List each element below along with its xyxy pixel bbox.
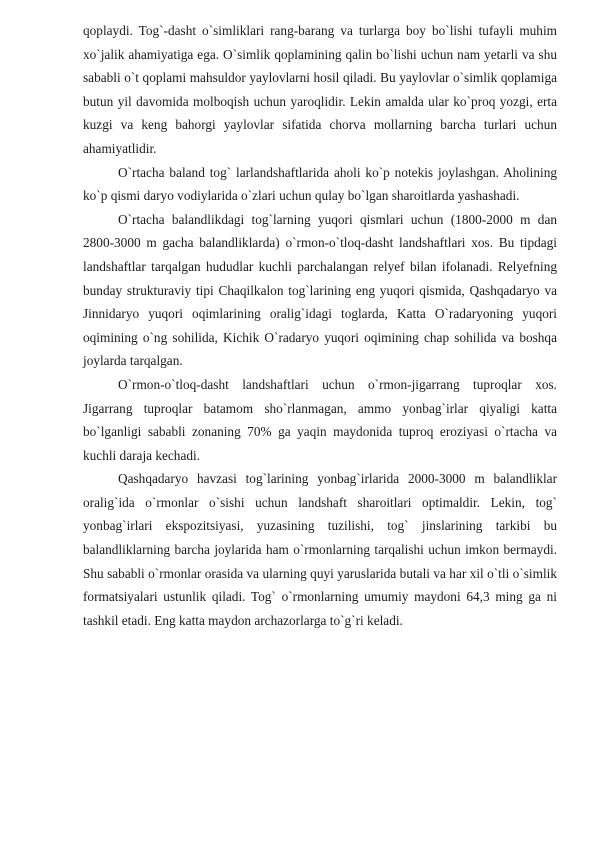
paragraph-2: O`rtacha baland tog` larlandshaftlarida aholi ko`p notekis joylashgan. Aholining ko`p qismi daryo vodiylarida o`zlari uchun qulay bo`lgan sharoitlarda yashashadi. [83, 164, 557, 204]
paragraph-4: O`rmon-o`tloq-dasht landshaftlari uchun o`rmon-jigarrang tuproqlar xos. Jigarrang tuproqlar batamom sho`rlanmagan, ammo yonbag`irlar qiyaligi katta bo`lganligi sababli zonaning 70% ga yaqin maydonida tuproq eroziyasi o`rtacha va kuchli daraja kechadi. [83, 376, 557, 463]
document-body [83, 19, 557, 632]
paragraph-3: O`rtacha balandlikdagi tog`larning yuqori qismlari uchun (1800-2000 m dan 2800-3000 m gacha balandliklarda) o`rmon-o`tloq-dasht landshaftlari xos. Bu tipdagi landshaftlar tarqalgan hududlar kuchli parchalangan relyef bilan ifolanadi. Relyefning bunday strukturaviy tipi Chaqilkalon tog`larining eng yuqori qismida, Qashqadaryo va Jinnidaryo yuqori oqimlarining oralig`idagi toglarda, Katta O`radaryoning yuqori oqimining o`ng sohilida, Kichik O`radaryo yuqori oqimining chap sohilida va boshqa joylarda tarqalgan. [83, 211, 557, 369]
paragraph-1: qoplaydi. Tog`-dasht o`simliklari rang-barang va turlarga boy bo`lishi tufayli muhim xo`jalik ahamiyatiga ega. O`simlik qoplamining qalin bo`lishi uchun nam yetarli va shu sababli o`t qoplami mahsuldor yaylovlarni hosil qiladi. Bu yaylovlar o`simlik qoplamiga butun yil davomida molboqish uchun yaroqlidir. Lekin amalda ular ko`proq yozgi, erta kuzgi va keng bahorgi yaylovlar sifatida chorva mollarning barcha turlari uchun ahamiyatlidir. [83, 23, 557, 156]
paragraph-5: Qashqadaryo havzasi tog`larining yonbag`irlarida 2000-3000 m balandliklar oralig`ida o`rmonlar o`sishi uchun landshaft sharoitlari optimaldir. Lekin, tog` yonbag`irlari ekspozitsiyasi, yuzasining tuzilishi, tog` jinslarining tarkibi bu balandliklarning barcha joylarida ham o`rmonlarning tarqalishi uchun imkon bermaydi. Shu sababli o`rmonlar orasida va ularning quyi yaruslarida butali va har xil o`tli o`simlik formatsiyalari ustunlik qiladi. Tog` o`rmonlarning umumiy maydoni 64,3 ming ga ni tashkil etadi. Eng katta maydon archazorlarga to`g`ri keladi. [83, 471, 557, 628]
